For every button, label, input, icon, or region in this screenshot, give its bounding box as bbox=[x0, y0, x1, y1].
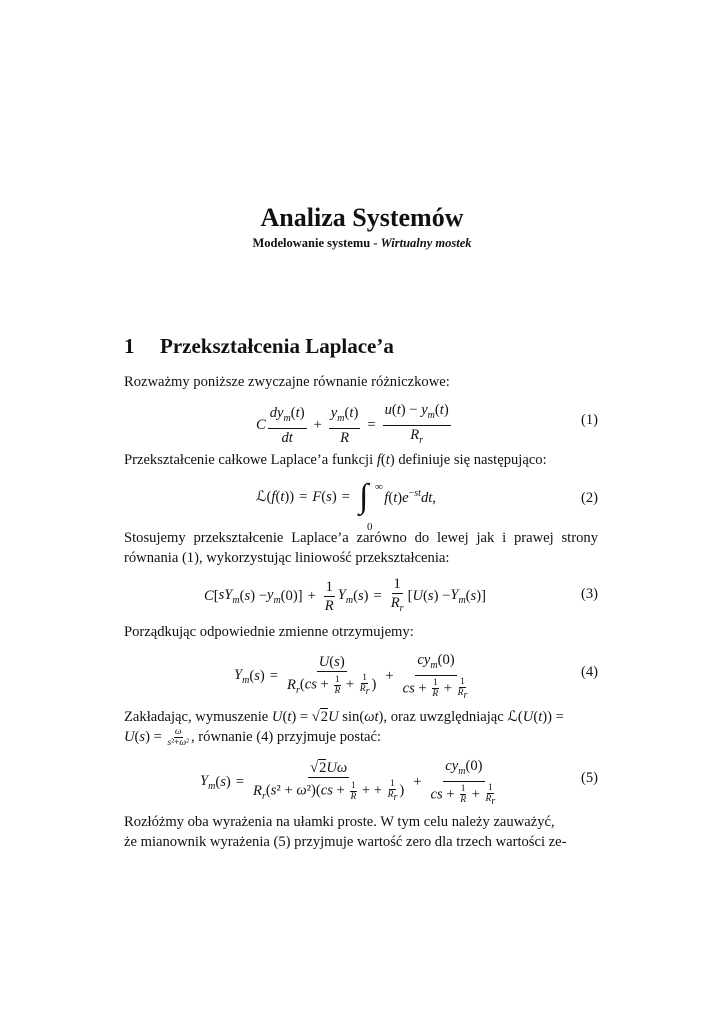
equation-2-body: ℒ(f(t)) = F ( s ) = ∫ ∞ 0 $f(t)e^{-st}dt$, bbox=[256, 478, 436, 533]
equation-1 bbox=[124, 402, 598, 446]
equation-2 bbox=[124, 478, 598, 533]
paragraph-1: Rozważmy poniższe zwyczajne równanie różniczkowe: bbox=[124, 374, 450, 390]
subtitle-prefix: Modelowanie systemu - bbox=[252, 236, 381, 250]
equation-4-body: $Y_m$ ( s ) = U(s) $R_r(cs$ + $\frac{1}{R}$ + $\frac{1}{R_r}$ ) + $cy_m(0)$ cs + $\frac{1}{R}$ + $\frac{1}{R_r}$ bbox=[234, 652, 468, 701]
paragraph-6a: Rozłóżmy oba wyrażenia na ułamki proste. W tym celu należy zauważyć, bbox=[124, 814, 555, 830]
document-title: Analiza Systemów bbox=[260, 203, 464, 232]
equation-1-number: (1) bbox=[580, 412, 598, 428]
paragraph-2: Przekształcenie całkowe Laplace’a funkcji f(t) definiuje się następująco: bbox=[124, 452, 547, 468]
equation-5-body: $Y_m$ ( s ) = √2Uω $R_r(s^2 + \omega^2)(cs$ + $\frac{1}{R}$ + + $\frac{1}{R_r}$ ) + $cy_m(0)$ cs + $\frac{1}{R}$ + $\frac{1}{R_r}$ bbox=[200, 758, 496, 807]
paragraph-6b: że mianownik wyrażenia (5) przyjmuje wartość zero dla trzech wartości ze- bbox=[124, 834, 567, 850]
subtitle-emphasis: Wirtualny mostek bbox=[380, 236, 472, 250]
equation-3-body: C [ $sY_m$ ( s ) − $y_m$ (0)] + $\frac{1}{R}$ $Y_m$ ( s ) = $\frac{1}{R_r}$ [ U ( s ) − $Y_m$ ( s )] bbox=[204, 576, 486, 614]
equation-3-number: (3) bbox=[580, 586, 598, 602]
document-subtitle bbox=[0, 236, 724, 251]
equation-5-number: (5) bbox=[580, 770, 598, 786]
section-heading bbox=[124, 334, 394, 359]
paragraph-4: Porządkując odpowiednie zmienne otrzymujemy: bbox=[124, 624, 414, 640]
paragraph-5a: Zakładając, wymuszenie U(t) = √2U sin(ωt), oraz uwzględniając ℒ(U(t)) = bbox=[124, 709, 564, 725]
equation-3 bbox=[124, 576, 598, 616]
paragraph-5b: U(s) = $\frac{\omega}{\text{s²+ω²}}$ , równanie (4) przyjmuje postać: bbox=[124, 727, 382, 749]
section-title: Przekształcenia Laplace’a bbox=[160, 334, 394, 358]
equation-2-number: (2) bbox=[580, 490, 598, 506]
paragraph-3: Stosujemy przekształcenie Laplace’a zarówno do lewej jak i prawej strony równania (1), wykorzystując liniowość przekształcenia: bbox=[124, 530, 598, 566]
equation-4-number: (4) bbox=[580, 664, 598, 680]
equation-5 bbox=[124, 758, 598, 807]
equation-1-body: C $\frac{dy_m(t)}{dt}$ + $\frac{y_m(t)}{R}$ = $\frac{u(t) - y_m(t)}{R_r}$ bbox=[256, 402, 449, 446]
section-number: 1 bbox=[124, 334, 135, 358]
equation-4 bbox=[124, 652, 598, 701]
